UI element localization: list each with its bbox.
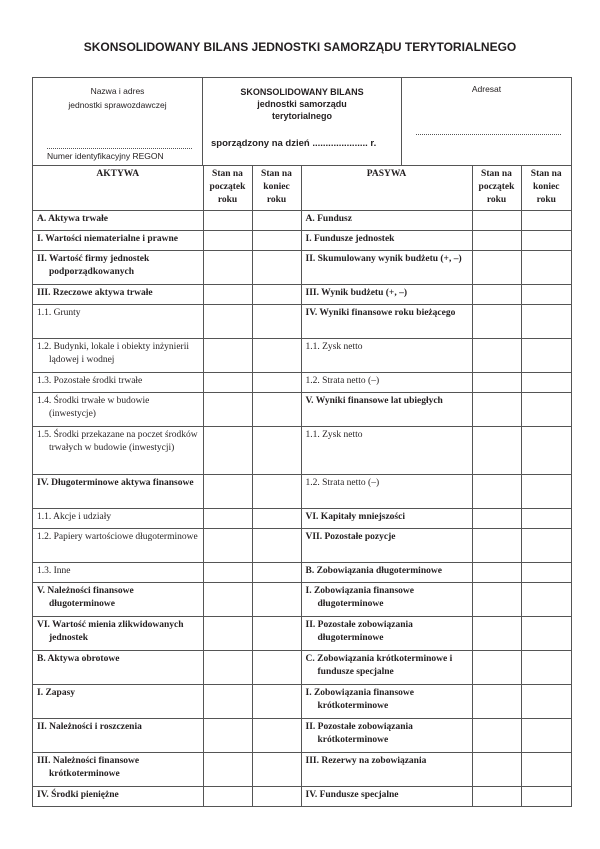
liability-end-value-cell[interactable] xyxy=(521,508,571,528)
liability-label-cell xyxy=(301,392,472,426)
asset-start-value-cell[interactable] xyxy=(203,616,252,650)
asset-start-value-cell[interactable] xyxy=(203,474,252,508)
liability-label-cell xyxy=(301,616,472,650)
liability-start-value-cell[interactable] xyxy=(472,684,521,718)
liability-item-label: I. Fundusze jednostek xyxy=(305,233,395,244)
asset-item-label: IV. Długoterminowe aktywa finansowe xyxy=(37,477,194,488)
liability-label-cell xyxy=(301,562,472,582)
asset-item-label: 1.1. Grunty xyxy=(37,307,81,318)
liability-end-value-cell[interactable] xyxy=(521,616,571,650)
asset-end-value-cell[interactable] xyxy=(252,304,301,338)
liability-label-cell xyxy=(301,426,472,474)
asset-label-cell xyxy=(33,562,203,582)
asset-start-value-cell[interactable] xyxy=(203,250,252,284)
asset-start-value-cell[interactable] xyxy=(203,562,252,582)
liability-label-cell xyxy=(301,684,472,718)
addressee-box xyxy=(402,78,571,165)
balance-table xyxy=(33,166,571,806)
liability-item-label: I. Zobowiązania finansowe długoterminowe xyxy=(305,585,414,609)
asset-end-value-cell[interactable] xyxy=(252,338,301,372)
asset-label-cell xyxy=(33,616,203,650)
report-title-box xyxy=(203,78,402,165)
asset-label-cell xyxy=(33,304,203,338)
liability-label-cell xyxy=(301,372,472,392)
liability-end-value-cell[interactable] xyxy=(521,752,571,786)
assets-header: AKTYWA xyxy=(33,166,203,210)
asset-item-label: 1.1. Akcje i udziały xyxy=(37,511,112,522)
asset-item-label: B. Aktywa obrotowe xyxy=(37,653,120,664)
asset-item-label: I. Zapasy xyxy=(37,687,76,698)
liability-label-cell xyxy=(301,250,472,284)
liability-label-cell xyxy=(301,786,472,806)
liability-item-label: 1.1. Zysk netto xyxy=(305,429,363,440)
liability-item-label: 1.2. Strata netto (–) xyxy=(305,375,380,386)
asset-end-value-cell[interactable] xyxy=(252,392,301,426)
liability-end-value-cell[interactable] xyxy=(521,528,571,562)
liability-start-value-cell[interactable] xyxy=(472,230,521,250)
liability-end-value-cell[interactable] xyxy=(521,284,571,304)
table-row xyxy=(33,616,571,650)
report-title-line1: SKONSOLIDOWANY BILANS xyxy=(240,87,364,97)
asset-start-value-cell[interactable] xyxy=(203,508,252,528)
liability-item-label: A. Fundusz xyxy=(305,213,352,224)
liability-item-label: 1.2. Strata netto (–) xyxy=(305,477,380,488)
asset-start-value-cell[interactable] xyxy=(203,718,252,752)
asset-start-value-cell[interactable] xyxy=(203,752,252,786)
liability-item-label: III. Rezerwy na zobowiązania xyxy=(305,755,427,766)
asset-label-cell xyxy=(33,426,203,474)
asset-end-value-cell[interactable] xyxy=(252,426,301,474)
liability-label-cell xyxy=(301,230,472,250)
table-row xyxy=(33,210,571,230)
asset-end-value-cell[interactable] xyxy=(252,528,301,562)
asset-start-value-cell[interactable] xyxy=(203,528,252,562)
unit-address-label: jednostki sprawozdawczej xyxy=(68,100,167,110)
liability-end-value-cell[interactable] xyxy=(521,582,571,616)
asset-end-value-cell[interactable] xyxy=(252,372,301,392)
liability-end-value-cell[interactable] xyxy=(521,304,571,338)
liability-end-value-cell[interactable] xyxy=(521,250,571,284)
liability-start-value-cell[interactable] xyxy=(472,474,521,508)
asset-start-value-cell[interactable] xyxy=(203,582,252,616)
asset-end-value-cell[interactable] xyxy=(252,474,301,508)
asset-end-value-cell[interactable] xyxy=(252,786,301,806)
liability-item-label: 1.1. Zysk netto xyxy=(305,341,363,352)
asset-label-cell xyxy=(33,392,203,426)
asset-end-value-cell[interactable] xyxy=(252,284,301,304)
table-row xyxy=(33,562,571,582)
liability-item-label: VI. Kapitały mniejszości xyxy=(305,511,405,522)
asset-end-value-cell[interactable] xyxy=(252,650,301,684)
liability-start-value-cell[interactable] xyxy=(472,210,521,230)
liability-item-label: IV. Fundusze specjalne xyxy=(305,789,399,800)
liability-start-value-cell[interactable] xyxy=(472,426,521,474)
asset-end-value-cell[interactable] xyxy=(252,718,301,752)
asset-start-value-cell[interactable] xyxy=(203,304,252,338)
liability-end-value-cell[interactable] xyxy=(521,718,571,752)
asset-end-value-cell[interactable] xyxy=(252,230,301,250)
liability-label-cell xyxy=(301,284,472,304)
liabilities-end-header: Stan na koniec roku xyxy=(521,166,571,210)
liability-item-label: II. Pozostałe zobowiązania długoterminowe xyxy=(305,619,413,643)
liability-end-value-cell[interactable] xyxy=(521,372,571,392)
asset-start-value-cell[interactable] xyxy=(203,210,252,230)
liability-label-cell xyxy=(301,718,472,752)
assets-end-header: Stan na koniec roku xyxy=(252,166,301,210)
table-row xyxy=(33,752,571,786)
liability-item-label: II. Pozostałe zobowiązania krótkoterminowe xyxy=(305,721,413,745)
asset-end-value-cell[interactable] xyxy=(252,250,301,284)
liability-label-cell xyxy=(301,528,472,562)
liability-start-value-cell[interactable] xyxy=(472,338,521,372)
asset-end-value-cell[interactable] xyxy=(252,582,301,616)
liability-end-value-cell[interactable] xyxy=(521,786,571,806)
asset-start-value-cell[interactable] xyxy=(203,372,252,392)
asset-label-cell xyxy=(33,474,203,508)
liability-start-value-cell[interactable] xyxy=(472,304,521,338)
asset-label-cell xyxy=(33,650,203,684)
addressee-label: Adresat xyxy=(471,84,502,94)
liability-start-value-cell[interactable] xyxy=(472,392,521,426)
asset-item-label: III. Rzeczowe aktywa trwałe xyxy=(37,287,153,298)
table-row xyxy=(33,230,571,250)
report-date-line[interactable]: sporządzony na dzień ..................... r. xyxy=(211,138,377,149)
asset-item-label: III. Należności finansowe krótkoterminowe xyxy=(37,755,140,779)
liability-item-label: IV. Wyniki finansowe roku bieżącego xyxy=(305,307,456,318)
table-row xyxy=(33,250,571,284)
asset-label-cell xyxy=(33,250,203,284)
table-row xyxy=(33,474,571,508)
liability-label-cell xyxy=(301,650,472,684)
liability-end-value-cell[interactable] xyxy=(521,338,571,372)
liabilities-start-header: Stan na początek roku xyxy=(472,166,521,210)
liability-end-value-cell[interactable] xyxy=(521,474,571,508)
asset-item-label: 1.2. Papiery wartościowe długoterminowe xyxy=(37,531,198,542)
liability-item-label: II. Skumulowany wynik budżetu (+, –) xyxy=(305,253,462,264)
asset-end-value-cell[interactable] xyxy=(252,508,301,528)
liability-end-value-cell[interactable] xyxy=(521,650,571,684)
liability-start-value-cell[interactable] xyxy=(472,616,521,650)
liability-start-value-cell[interactable] xyxy=(472,562,521,582)
liability-label-cell xyxy=(301,752,472,786)
asset-item-label: 1.2. Budynki, lokale i obiekty inżynierii lądowej i wodnej xyxy=(37,341,189,365)
assets-start-header: Stan na początek roku xyxy=(203,166,252,210)
asset-start-value-cell[interactable] xyxy=(203,338,252,372)
table-row xyxy=(33,284,571,304)
asset-label-cell xyxy=(33,284,203,304)
liability-item-label: III. Wynik budżetu (+, –) xyxy=(305,287,407,298)
asset-label-cell xyxy=(33,230,203,250)
liability-end-value-cell[interactable] xyxy=(521,426,571,474)
liability-label-cell xyxy=(301,304,472,338)
regon-label: Numer identyfikacyjny REGON xyxy=(47,151,164,161)
liability-start-value-cell[interactable] xyxy=(472,582,521,616)
asset-start-value-cell[interactable] xyxy=(203,684,252,718)
asset-start-value-cell[interactable] xyxy=(203,650,252,684)
liability-end-value-cell[interactable] xyxy=(521,684,571,718)
liability-start-value-cell[interactable] xyxy=(472,650,521,684)
liability-start-value-cell[interactable] xyxy=(472,250,521,284)
asset-label-cell xyxy=(33,718,203,752)
liability-item-label: B. Zobowiązania długoterminowe xyxy=(305,565,442,576)
asset-end-value-cell[interactable] xyxy=(252,562,301,582)
asset-end-value-cell[interactable] xyxy=(252,616,301,650)
asset-label-cell xyxy=(33,508,203,528)
report-title-line2: jednostki samorządu xyxy=(257,99,347,109)
table-row xyxy=(33,684,571,718)
report-title-line3: terytorialnego xyxy=(271,111,332,121)
liability-start-value-cell[interactable] xyxy=(472,528,521,562)
addressee-dotted-line[interactable] xyxy=(416,134,561,135)
table-body xyxy=(33,210,571,806)
unit-name-label: Nazwa i adres xyxy=(90,86,145,96)
asset-item-label: V. Należności finansowe długoterminowe xyxy=(37,585,134,609)
liability-end-value-cell[interactable] xyxy=(521,562,571,582)
asset-start-value-cell[interactable] xyxy=(203,392,252,426)
asset-item-label: I. Wartości niematerialne i prawne xyxy=(37,233,178,244)
liability-item-label: C. Zobowiązania krótkoterminowe i fundusze specjalne xyxy=(305,653,453,677)
asset-start-value-cell[interactable] xyxy=(203,786,252,806)
reporting-unit-box xyxy=(33,78,203,165)
asset-label-cell xyxy=(33,752,203,786)
asset-item-label: 1.3. Inne xyxy=(37,565,71,576)
table-row xyxy=(33,372,571,392)
liability-label-cell xyxy=(301,210,472,230)
liability-end-value-cell[interactable] xyxy=(521,230,571,250)
table-header-row xyxy=(33,166,571,210)
table-row xyxy=(33,426,571,474)
asset-item-label: II. Wartość firmy jednostek podporządkowanych xyxy=(37,253,150,277)
asset-start-value-cell[interactable] xyxy=(203,230,252,250)
balance-sheet-form xyxy=(32,77,572,807)
asset-end-value-cell[interactable] xyxy=(252,752,301,786)
asset-start-value-cell[interactable] xyxy=(203,426,252,474)
asset-end-value-cell[interactable] xyxy=(252,684,301,718)
liability-start-value-cell[interactable] xyxy=(472,284,521,304)
asset-start-value-cell[interactable] xyxy=(203,284,252,304)
table-row xyxy=(33,786,571,806)
table-row xyxy=(33,508,571,528)
asset-item-label: A. Aktywa trwałe xyxy=(37,213,108,224)
table-row xyxy=(33,304,571,338)
asset-item-label: IV. Środki pieniężne xyxy=(37,789,119,800)
table-row xyxy=(33,650,571,684)
asset-item-label: II. Należności i roszczenia xyxy=(37,721,142,732)
table-row xyxy=(33,718,571,752)
liability-end-value-cell[interactable] xyxy=(521,210,571,230)
liability-start-value-cell[interactable] xyxy=(472,718,521,752)
liability-item-label: V. Wyniki finansowe lat ubiegłych xyxy=(305,395,443,406)
liability-item-label: VII. Pozostałe pozycje xyxy=(305,531,396,542)
liability-start-value-cell[interactable] xyxy=(472,786,521,806)
liability-label-cell xyxy=(301,338,472,372)
table-row xyxy=(33,528,571,562)
unit-dotted-line[interactable] xyxy=(47,148,192,149)
liability-end-value-cell[interactable] xyxy=(521,392,571,426)
asset-item-label: VI. Wartość mienia zlikwidowanych jednostek xyxy=(37,619,184,643)
asset-end-value-cell[interactable] xyxy=(252,210,301,230)
form-header xyxy=(33,78,571,166)
liability-start-value-cell[interactable] xyxy=(472,752,521,786)
asset-label-cell xyxy=(33,528,203,562)
liability-item-label: I. Zobowiązania finansowe krótkoterminowe xyxy=(305,687,414,711)
asset-label-cell xyxy=(33,786,203,806)
asset-label-cell xyxy=(33,582,203,616)
asset-label-cell xyxy=(33,372,203,392)
liabilities-header: PASYWA xyxy=(301,166,472,210)
liability-start-value-cell[interactable] xyxy=(472,372,521,392)
table-row xyxy=(33,582,571,616)
asset-label-cell xyxy=(33,684,203,718)
table-row xyxy=(33,392,571,426)
asset-item-label: 1.4. Środki trwałe w budowie (inwestycje) xyxy=(37,395,150,419)
table-row xyxy=(33,338,571,372)
page-title: SKONSOLIDOWANY BILANS JEDNOSTKI SAMORZĄDU TERYTORIALNEGO xyxy=(83,40,517,54)
liability-label-cell xyxy=(301,508,472,528)
liability-start-value-cell[interactable] xyxy=(472,508,521,528)
asset-item-label: 1.3. Pozostałe środki trwałe xyxy=(37,375,143,386)
liability-label-cell xyxy=(301,582,472,616)
liability-label-cell xyxy=(301,474,472,508)
asset-label-cell xyxy=(33,210,203,230)
asset-item-label: 1.5. Środki przekazane na poczet środków trwałych w budowie (inwestycji) xyxy=(37,429,198,453)
asset-label-cell xyxy=(33,338,203,372)
